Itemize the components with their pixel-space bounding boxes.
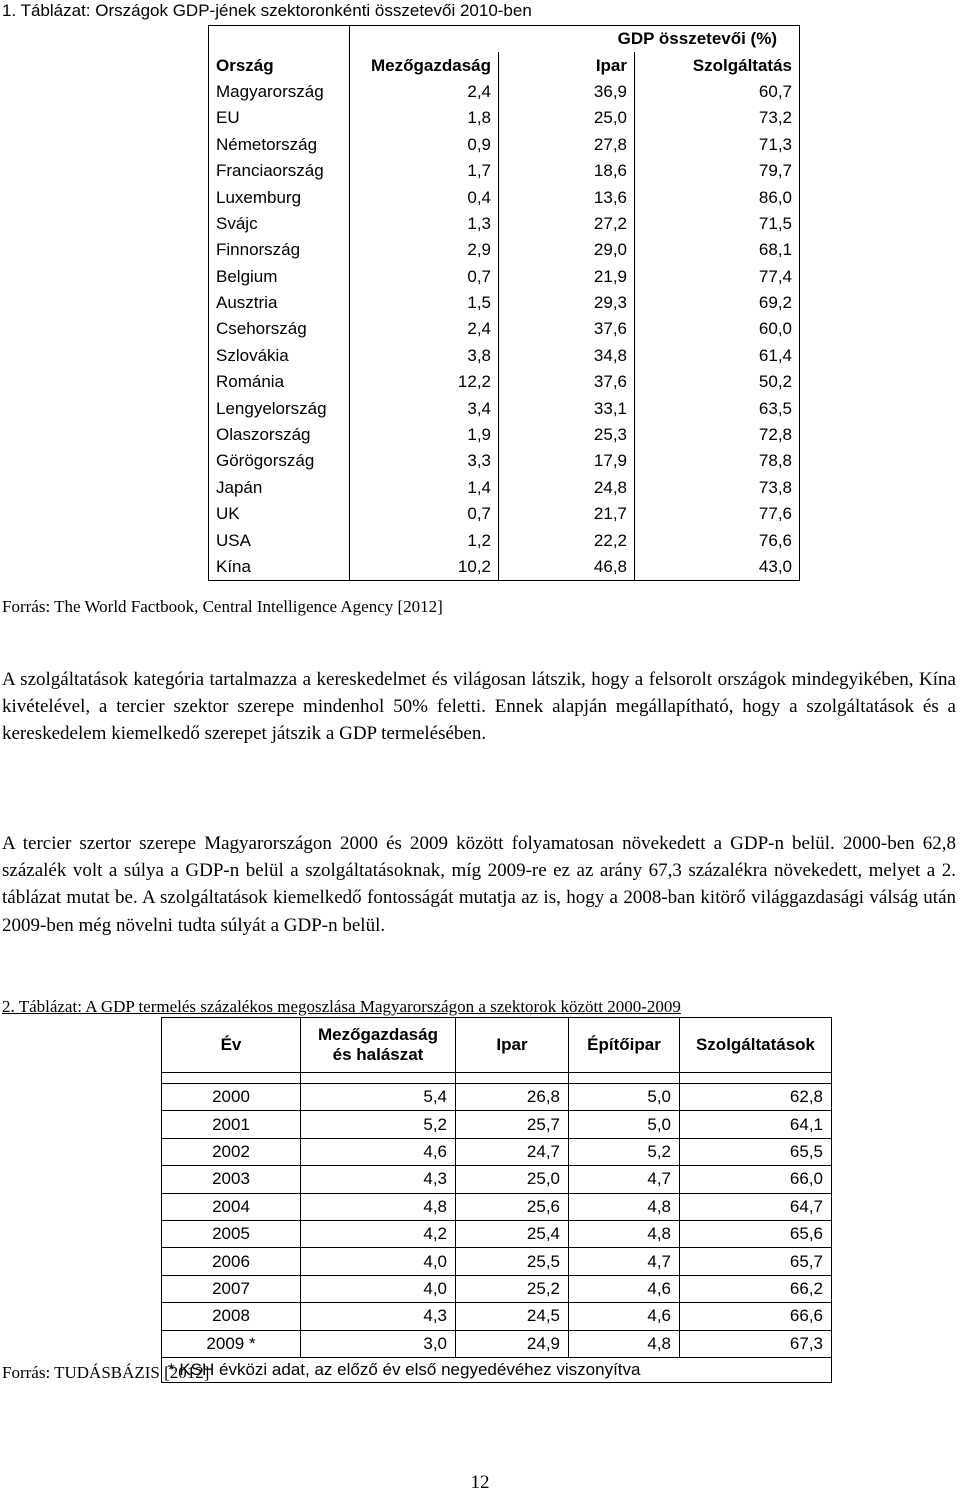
table2-col-header: Szolgáltatások <box>680 1018 832 1073</box>
table-cell: 29,3 <box>499 290 635 316</box>
table-cell: 69,2 <box>635 290 800 316</box>
table-cell: 5,2 <box>301 1111 456 1138</box>
table-cell: Magyarország <box>209 79 350 105</box>
table-cell: 21,9 <box>499 264 635 290</box>
table-cell: 4,0 <box>301 1248 456 1275</box>
table-cell: 5,0 <box>569 1084 680 1111</box>
table-row <box>209 105 800 131</box>
table-cell: 66,0 <box>680 1166 832 1193</box>
table2-col-header: Ipar <box>456 1018 569 1073</box>
table-row <box>209 369 800 395</box>
table-cell: 24,8 <box>499 475 635 501</box>
table-cell: Japán <box>209 475 350 501</box>
table-cell: Szlovákia <box>209 343 350 369</box>
table1-col-header: Ipar <box>499 52 635 78</box>
table-cell: 25,4 <box>456 1220 569 1247</box>
table-cell: 22,2 <box>499 527 635 553</box>
table-cell: 27,8 <box>499 132 635 158</box>
table1-caption: 1. Táblázat: Országok GDP-jének szektoronkénti összetevői 2010-ben <box>2 1 532 20</box>
table-cell: 29,0 <box>499 237 635 263</box>
page-number: 12 <box>470 1472 490 1493</box>
table2-col-header-line: Mezőgazdaság <box>318 1025 438 1044</box>
table-cell: 1,2 <box>350 527 499 553</box>
table-cell: 61,4 <box>635 343 800 369</box>
table-cell: 63,5 <box>635 395 800 421</box>
table-cell: 0,4 <box>350 184 499 210</box>
table-cell: 10,2 <box>350 554 499 581</box>
table-row <box>209 211 800 237</box>
table-cell: 4,0 <box>301 1275 456 1302</box>
table-cell: 0,9 <box>350 132 499 158</box>
table-cell: 0,7 <box>350 501 499 527</box>
table-cell: 17,9 <box>499 448 635 474</box>
table1-group-header: GDP összetevői (%) <box>350 26 800 53</box>
table-cell: 4,6 <box>569 1275 680 1302</box>
table-row <box>162 1275 832 1302</box>
table-cell: 2,4 <box>350 316 499 342</box>
table-cell: 2002 <box>162 1138 301 1165</box>
table-cell: 2005 <box>162 1220 301 1247</box>
table-row <box>209 237 800 263</box>
table-cell: 25,0 <box>456 1166 569 1193</box>
table-cell: Csehország <box>209 316 350 342</box>
table-cell: 73,2 <box>635 105 800 131</box>
table-cell: 3,4 <box>350 395 499 421</box>
table-cell: Németország <box>209 132 350 158</box>
table-cell: 37,6 <box>499 316 635 342</box>
table-cell: Lengyelország <box>209 395 350 421</box>
table-cell: 46,8 <box>499 554 635 581</box>
table-cell: 77,4 <box>635 264 800 290</box>
table-cell: Franciaország <box>209 158 350 184</box>
table2-col-header-agri <box>301 1018 456 1073</box>
table-row <box>162 1193 832 1220</box>
table-cell: 67,3 <box>680 1330 832 1357</box>
table-cell: 2,9 <box>350 237 499 263</box>
table-cell: 2000 <box>162 1084 301 1111</box>
table-cell: 25,6 <box>456 1193 569 1220</box>
table-cell: 2006 <box>162 1248 301 1275</box>
table-cell: 1,9 <box>350 422 499 448</box>
table-cell: 1,7 <box>350 158 499 184</box>
table-cell: 2003 <box>162 1166 301 1193</box>
table-row <box>209 132 800 158</box>
table-cell: 71,3 <box>635 132 800 158</box>
paragraph-2: A tercier szertor szerepe Magyarországon 2000 és 2009 között folyamatosan növekedett a GDP-n belül. 2000-ben 62,8 százalék volt a súlya a GDP-n belül a szolgáltatásoknak, míg 2009-re ez az arány 67,3 százalékra növekedett, melyet a 2. táblázat mutat be. A szolgáltatások kiemelkedő fontosságát mutatja az is, hogy a 2008-ban kitörő világgazdasági válság után 2009-ben még növelni tudta súlyát a GDP-n belül. <box>2 833 956 936</box>
table-cell: 37,6 <box>499 369 635 395</box>
table-cell: 43,0 <box>635 554 800 581</box>
table-cell: 86,0 <box>635 184 800 210</box>
table-row <box>209 316 800 342</box>
table-cell: 13,6 <box>499 184 635 210</box>
table2-caption <box>2 996 681 1018</box>
table2-body <box>162 1084 832 1358</box>
table-cell: 65,7 <box>680 1248 832 1275</box>
table-cell: 2009 * <box>162 1330 301 1357</box>
table-cell: 25,0 <box>499 105 635 131</box>
table-cell: 27,2 <box>499 211 635 237</box>
table-row <box>162 1220 832 1247</box>
table-row <box>162 1138 832 1165</box>
table-cell: 2,4 <box>350 79 499 105</box>
table-cell: 4,3 <box>301 1166 456 1193</box>
table2-spacer <box>301 1073 456 1084</box>
table2-source: Forrás: TUDÁSBÁZIS [2012] <box>2 1363 210 1382</box>
table-row <box>162 1303 832 1330</box>
table-row <box>209 501 800 527</box>
table-cell: 68,1 <box>635 237 800 263</box>
table-cell: 26,8 <box>456 1084 569 1111</box>
table-cell: 79,7 <box>635 158 800 184</box>
table-cell: 25,7 <box>456 1111 569 1138</box>
table-row <box>209 184 800 210</box>
table-cell: 4,3 <box>301 1303 456 1330</box>
table-row <box>209 554 800 581</box>
table-cell: 21,7 <box>499 501 635 527</box>
table-cell: 60,0 <box>635 316 800 342</box>
table1 <box>208 25 800 581</box>
table-cell: 71,5 <box>635 211 800 237</box>
table-cell: 24,7 <box>456 1138 569 1165</box>
table2-caption-text: 2. Táblázat: A GDP termelés százalékos megoszlása Magyarországon a szektorok között 2000-2009 <box>2 997 681 1016</box>
table-row <box>209 448 800 474</box>
table-cell: 4,8 <box>569 1330 680 1357</box>
table-cell: 65,6 <box>680 1220 832 1247</box>
table-cell: 36,9 <box>499 79 635 105</box>
table-cell: 72,8 <box>635 422 800 448</box>
table-cell: EU <box>209 105 350 131</box>
table-cell: 25,3 <box>499 422 635 448</box>
table-row <box>209 290 800 316</box>
table-row <box>162 1330 832 1357</box>
table-cell: 4,6 <box>569 1303 680 1330</box>
table-cell: Svájc <box>209 211 350 237</box>
paragraph-1: A szolgáltatások kategória tartalmazza a kereskedelmet és világosan látszik, hogy a felsorolt országok mindegyikében, Kína kivételével, a tercier szektor szerepe mindenhol 50% feletti. Ennek alapján megállapítható, hogy a szolgáltatások és a kereskedelem kiemelkedő szerepet játszik a GDP termelésében. <box>2 669 956 745</box>
table-cell: 4,8 <box>569 1193 680 1220</box>
table1-col-header: Ország <box>209 52 350 78</box>
table-cell: 2008 <box>162 1303 301 1330</box>
table-cell: 64,1 <box>680 1111 832 1138</box>
table-cell: 3,3 <box>350 448 499 474</box>
table1-header-empty <box>209 26 350 53</box>
table-cell: 66,2 <box>680 1275 832 1302</box>
table-cell: 66,6 <box>680 1303 832 1330</box>
table-cell: 0,7 <box>350 264 499 290</box>
table1-col-header: Szolgáltatás <box>635 52 800 78</box>
table-cell: 4,6 <box>301 1138 456 1165</box>
table-row <box>209 422 800 448</box>
table-cell: 3,0 <box>301 1330 456 1357</box>
table-cell: 4,8 <box>301 1193 456 1220</box>
table-cell: 4,7 <box>569 1248 680 1275</box>
table-cell: 24,5 <box>456 1303 569 1330</box>
table-cell: Románia <box>209 369 350 395</box>
table-row <box>162 1166 832 1193</box>
table-cell: 78,8 <box>635 448 800 474</box>
table-cell: 4,7 <box>569 1166 680 1193</box>
table-cell: 65,5 <box>680 1138 832 1165</box>
table-row <box>209 343 800 369</box>
table-cell: 4,2 <box>301 1220 456 1247</box>
table-cell: 18,6 <box>499 158 635 184</box>
table2-footnote: * KSH évközi adat, az előző év első negyedévéhez viszonyítva <box>162 1357 832 1382</box>
table-row <box>209 79 800 105</box>
table-row <box>162 1248 832 1275</box>
table-row <box>209 475 800 501</box>
table1-source: Forrás: The World Factbook, Central Intelligence Agency [2012] <box>2 597 443 616</box>
table-cell: 1,4 <box>350 475 499 501</box>
table-cell: 2001 <box>162 1111 301 1138</box>
table-cell: 62,8 <box>680 1084 832 1111</box>
table2-spacer <box>456 1073 569 1084</box>
table-cell: 77,6 <box>635 501 800 527</box>
table-cell: 64,7 <box>680 1193 832 1220</box>
table2-col-header: Év <box>162 1018 301 1073</box>
table-cell: 73,8 <box>635 475 800 501</box>
table-row <box>209 264 800 290</box>
table-cell: Kína <box>209 554 350 581</box>
table2-spacer <box>569 1073 680 1084</box>
table2-spacer <box>162 1073 301 1084</box>
table-cell: 5,4 <box>301 1084 456 1111</box>
table-cell: Ausztria <box>209 290 350 316</box>
table1-body <box>209 79 800 581</box>
table-cell: 76,6 <box>635 527 800 553</box>
table-cell: Finnország <box>209 237 350 263</box>
table-cell: 2007 <box>162 1275 301 1302</box>
table-row <box>162 1111 832 1138</box>
table-cell: Olaszország <box>209 422 350 448</box>
table-row <box>209 527 800 553</box>
table-cell: 2004 <box>162 1193 301 1220</box>
table-cell: 12,2 <box>350 369 499 395</box>
table-cell: 1,5 <box>350 290 499 316</box>
table2 <box>161 1017 832 1383</box>
table-cell: 50,2 <box>635 369 800 395</box>
table-cell: 1,8 <box>350 105 499 131</box>
table-cell: USA <box>209 527 350 553</box>
table-row <box>209 395 800 421</box>
table-cell: Luxemburg <box>209 184 350 210</box>
table-cell: 3,8 <box>350 343 499 369</box>
table-cell: 1,3 <box>350 211 499 237</box>
table-cell: Belgium <box>209 264 350 290</box>
table2-spacer <box>680 1073 832 1084</box>
table1-col-header: Mezőgazdaság <box>350 52 499 78</box>
table2-col-header: Építőipar <box>569 1018 680 1073</box>
table-cell: UK <box>209 501 350 527</box>
table-cell: 5,0 <box>569 1111 680 1138</box>
table-cell: 60,7 <box>635 79 800 105</box>
table-cell: 25,5 <box>456 1248 569 1275</box>
table-cell: 34,8 <box>499 343 635 369</box>
table-cell: 4,8 <box>569 1220 680 1247</box>
table-cell: Görögország <box>209 448 350 474</box>
table-cell: 25,2 <box>456 1275 569 1302</box>
table-cell: 5,2 <box>569 1138 680 1165</box>
table-row <box>162 1084 832 1111</box>
table-row <box>209 158 800 184</box>
table2-col-header-line: és halászat <box>332 1045 424 1064</box>
table-cell: 33,1 <box>499 395 635 421</box>
table-cell: 24,9 <box>456 1330 569 1357</box>
